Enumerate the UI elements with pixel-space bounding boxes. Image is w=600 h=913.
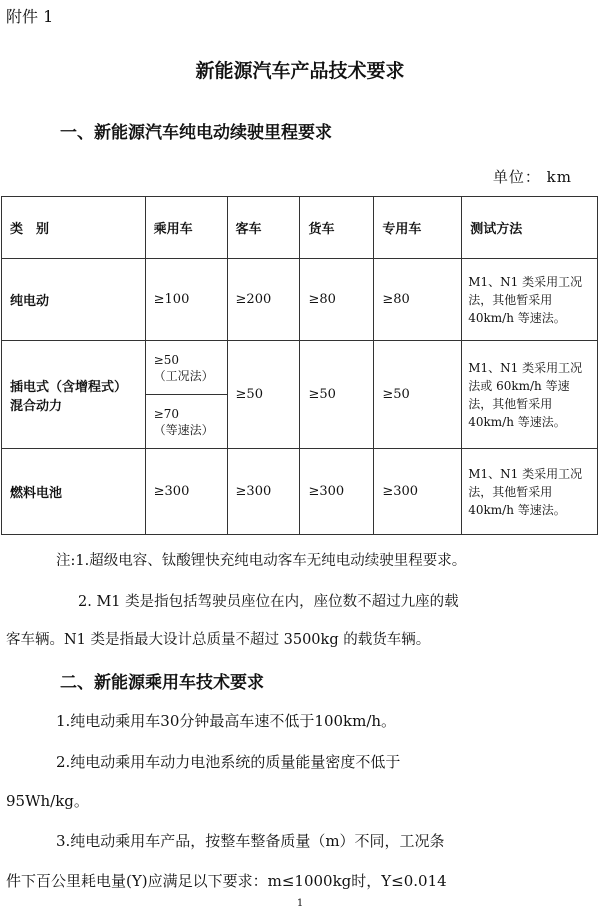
- cell-passenger-constant: [145, 395, 227, 449]
- note-2-line-2: 客车辆。N1 类是指最大设计总质量不超过 3500kg 的载货车辆。: [6, 632, 431, 648]
- note-1: 注:1.超级电容、钛酸锂快充纯电动客车无纯电动续驶里程要求。: [56, 553, 467, 569]
- row-category: 插电式（含增程式）混合动力: [2, 341, 146, 449]
- cell-passenger: ≥300: [145, 449, 227, 535]
- paragraph-1: 1.纯电动乘用车30分钟最高车速不低于100km/h。: [56, 712, 397, 730]
- header-truck: 货车: [300, 197, 374, 259]
- row-category: 燃料电池: [2, 449, 146, 535]
- paragraph-3-line-2: 件下百公里耗电量(Y)应满足以下要求：m≤1000kg时，Y≤0.014: [6, 872, 447, 890]
- table-row: [2, 259, 598, 341]
- cell-passenger: ≥100: [145, 259, 227, 341]
- cell-bus: ≥200: [227, 259, 300, 341]
- header-passenger: 乘用车: [145, 197, 227, 259]
- header-category: 类 别: [2, 197, 146, 259]
- cell-method: M1、N1 类采用工况法，其他暂采用 40km/h 等速法。: [462, 449, 598, 535]
- cell-bus: ≥300: [227, 449, 300, 535]
- note-passenger-constant: （等速法）: [153, 422, 214, 437]
- paragraph-2-line-2: 95Wh/kg。: [6, 792, 89, 810]
- note-2-line-1: 2. M1 类是指包括驾驶员座位在内，座位数不超过九座的载: [78, 594, 459, 610]
- table-header-row: [2, 197, 598, 259]
- cell-special: ≥50: [374, 341, 462, 449]
- cell-special: ≥80: [374, 259, 462, 341]
- cell-method: M1、N1 类采用工况法，其他暂采用 40km/h 等速法。: [462, 259, 598, 341]
- note-passenger-cycle: （工况法）: [153, 368, 214, 383]
- row-category: 纯电动: [2, 259, 146, 341]
- section1-heading: 一、新能源汽车纯电动续驶里程要求: [60, 123, 332, 143]
- document-title: 新能源汽车产品技术要求: [195, 60, 405, 82]
- paragraph-3-line-1: 3.纯电动乘用车产品，按整车整备质量（m）不同，工况条: [56, 832, 445, 850]
- cell-method: M1、N1 类采用工况法或 60km/h 等速法，其他暂采用 40km/h 等速法。: [462, 341, 598, 449]
- cell-passenger-cycle: [145, 341, 227, 395]
- cell-truck: ≥300: [300, 449, 374, 535]
- header-method: 测试方法: [462, 197, 598, 259]
- section2-heading: 二、新能源乘用车技术要求: [60, 673, 264, 693]
- cell-truck: ≥80: [300, 259, 374, 341]
- header-bus: 客车: [227, 197, 300, 259]
- cell-bus: ≥50: [227, 341, 300, 449]
- paragraph-2-line-1: 2.纯电动乘用车动力电池系统的质量能量密度不低于: [56, 753, 401, 771]
- range-requirements-table: [1, 196, 598, 535]
- attachment-label: 附件 1: [6, 7, 54, 26]
- value-passenger-cycle: ≥50: [153, 352, 179, 367]
- value-passenger-constant: ≥70: [153, 406, 179, 421]
- table-row: [2, 449, 598, 535]
- page-number: 1: [296, 898, 304, 909]
- unit-label: 单位： km: [492, 168, 572, 186]
- table-row: [2, 341, 598, 395]
- cell-special: ≥300: [374, 449, 462, 535]
- header-special: 专用车: [374, 197, 462, 259]
- cell-truck: ≥50: [300, 341, 374, 449]
